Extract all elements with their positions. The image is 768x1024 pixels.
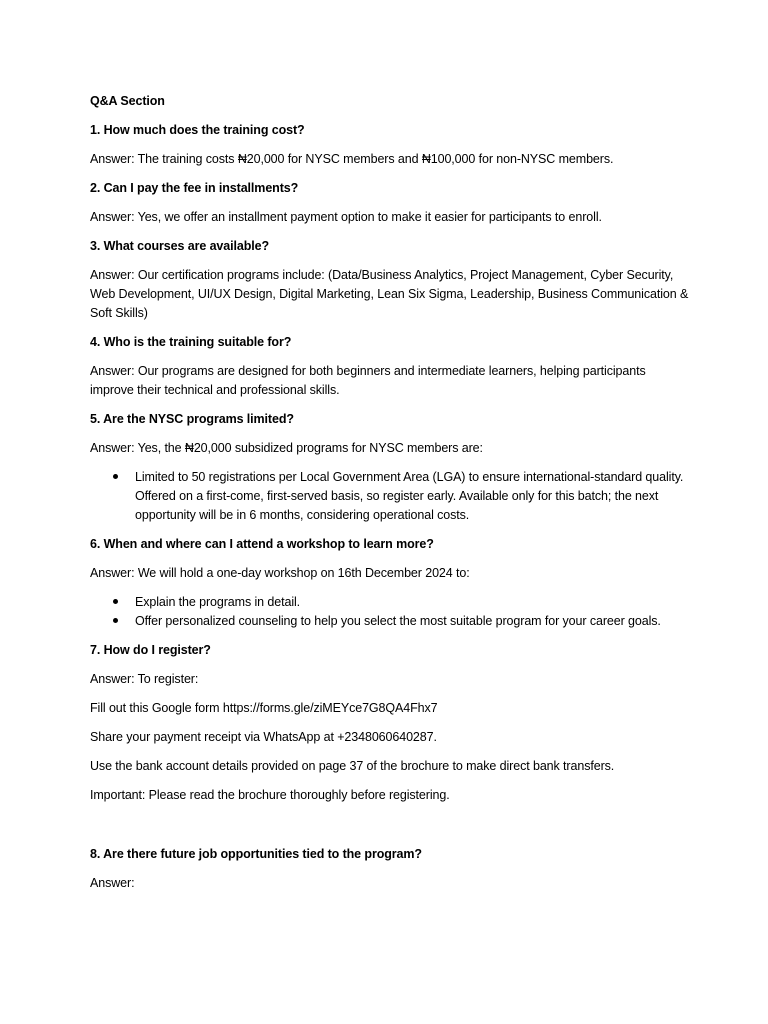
answer-5-list (90, 468, 690, 525)
document-page (90, 92, 690, 903)
question-8: 8. Are there future job opportunities tied to the program? (90, 847, 422, 861)
question-3: 3. What courses are available? (90, 239, 270, 253)
answer-4: Answer: Our programs are designed for both beginners and intermediate learners, helping participants improve their technical and professional skills. (90, 364, 646, 397)
blank-line (90, 815, 690, 845)
question-6: 6. When and where can I attend a workshop to learn more? (90, 537, 434, 551)
list-item-text: Explain the programs in detail. (135, 595, 301, 609)
answer-1: Answer: The training costs ₦20,000 for NYSC members and ₦100,000 for non-NYSC members. (90, 152, 614, 166)
register-step-form: Fill out this Google form https://forms.gle/ziMEYce7G8QA4Fhx7 (90, 701, 438, 715)
bullet-icon (113, 599, 118, 604)
question-2: 2. Can I pay the fee in installments? (90, 181, 299, 195)
question-1: 1. How much does the training cost? (90, 123, 305, 137)
answer-6-list (90, 593, 690, 631)
answer-2: Answer: Yes, we offer an installment payment option to make it easier for participants to enroll. (90, 210, 602, 224)
answer-7: Answer: To register: (90, 672, 199, 686)
answer-5: Answer: Yes, the ₦20,000 subsidized programs for NYSC members are: (90, 441, 483, 455)
answer-6: Answer: We will hold a one-day workshop on 16th December 2024 to: (90, 566, 470, 580)
register-step-whatsapp: Share your payment receipt via WhatsApp at +2348060640287. (90, 730, 437, 744)
list-item (90, 593, 690, 612)
question-7: 7. How do I register? (90, 643, 211, 657)
section-title: Q&A Section (90, 94, 165, 108)
bullet-icon (113, 618, 118, 623)
list-item-text: Offer personalized counseling to help you select the most suitable program for your career goals. (135, 614, 661, 628)
bullet-icon (113, 474, 118, 479)
register-step-bank: Use the bank account details provided on page 37 of the brochure to make direct bank transfers. (90, 759, 615, 773)
answer-8: Answer: (90, 876, 135, 890)
question-4: 4. Who is the training suitable for? (90, 335, 292, 349)
register-important-note: Important: Please read the brochure thoroughly before registering. (90, 788, 450, 802)
list-item (90, 468, 690, 525)
question-5: 5. Are the NYSC programs limited? (90, 412, 294, 426)
answer-3: Answer: Our certification programs include: (Data/Business Analytics, Project Management, Cyber Security, Web Development, UI/UX Design, Digital Marketing, Lean Six Sigma, Leadership, Business Communication & Soft Skills) (90, 268, 689, 320)
list-item (90, 612, 690, 631)
list-item-text: Limited to 50 registrations per Local Government Area (LGA) to ensure international-standard quality. Offered on a first-come, first-served basis, so register early. Available only for this batch; the next opportunity will be in 6 months, considering operational costs. (135, 470, 684, 522)
